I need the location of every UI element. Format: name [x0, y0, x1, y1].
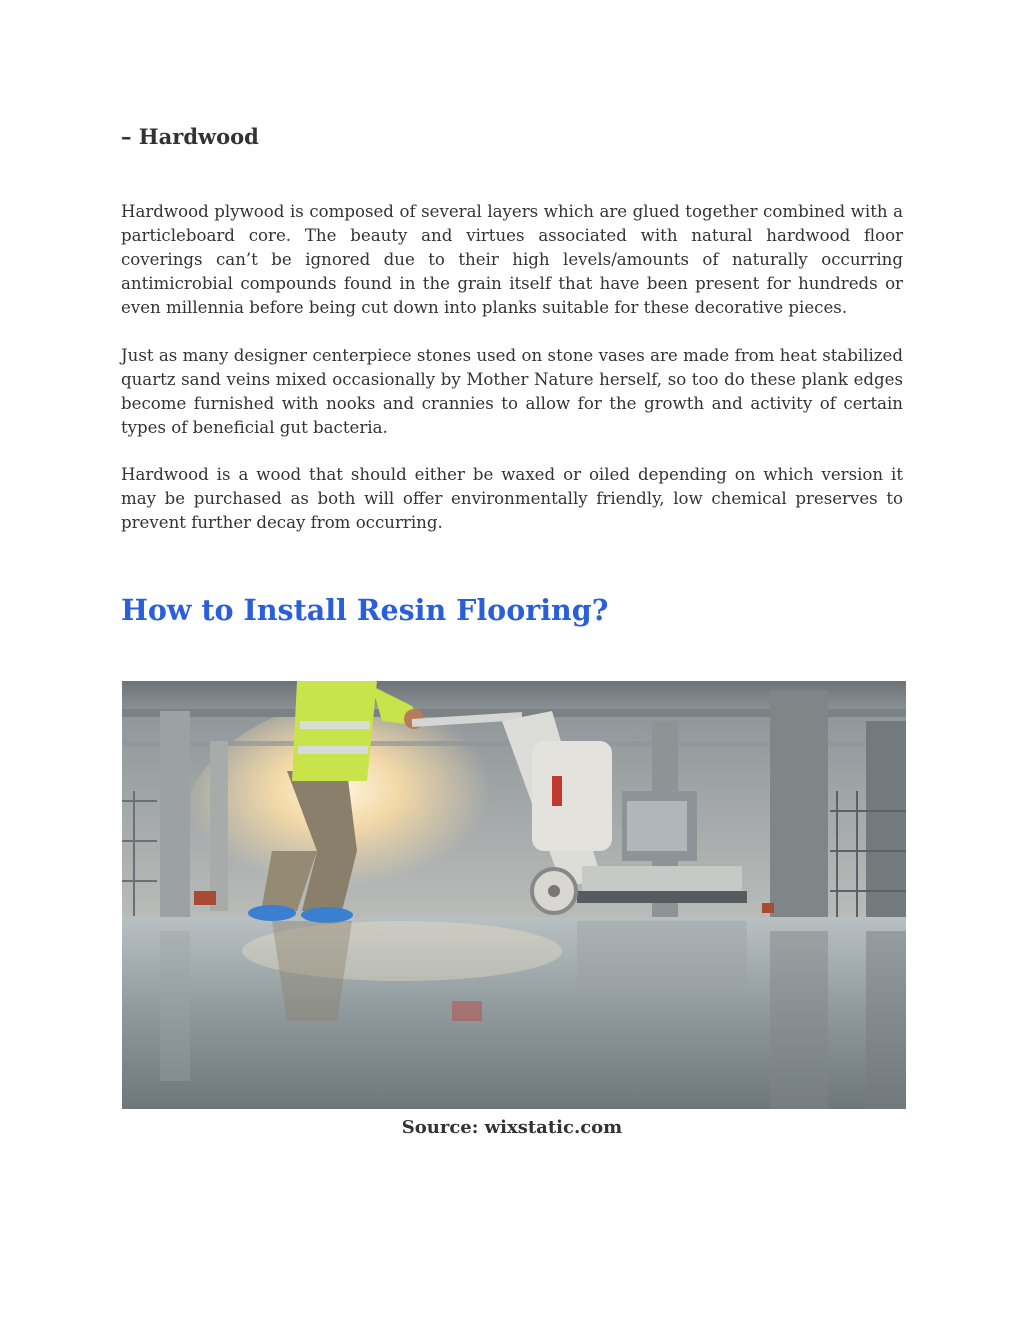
resin-floor-installation-photo	[122, 681, 906, 1109]
paragraph: Just as many designer centerpiece stones used on stone vases are made from heat stabilized quartz sand veins mixed occasionally by Mother Nature herself, so too do these plank edges become furnished with nooks and crannies to allow for the growth and activity of certain types of beneficial gut bacteria.	[121, 346, 903, 437]
section-heading: How to Install Resin Flooring?	[121, 593, 609, 627]
paragraph: Hardwood plywood is composed of several layers which are glued together combined with a particleboard core. The beauty and virtues associated with natural hardwood floor coverings can’t be ignored due to their high levels/amounts of naturally occurring antimicrobial compounds found in the grain itself that have been present for hundreds or even millennia before being cut down into planks suitable for these decorative pieces.	[121, 202, 903, 317]
section-subheading: – Hardwood	[121, 124, 259, 149]
figure-caption: Source: wixstatic.com	[401, 1117, 623, 1138]
paragraph: Hardwood is a wood that should either be waxed or oiled depending on which version it may be purchased as both will offer environmentally friendly, low chemical preserves to prevent further decay from occurring.	[121, 465, 903, 532]
